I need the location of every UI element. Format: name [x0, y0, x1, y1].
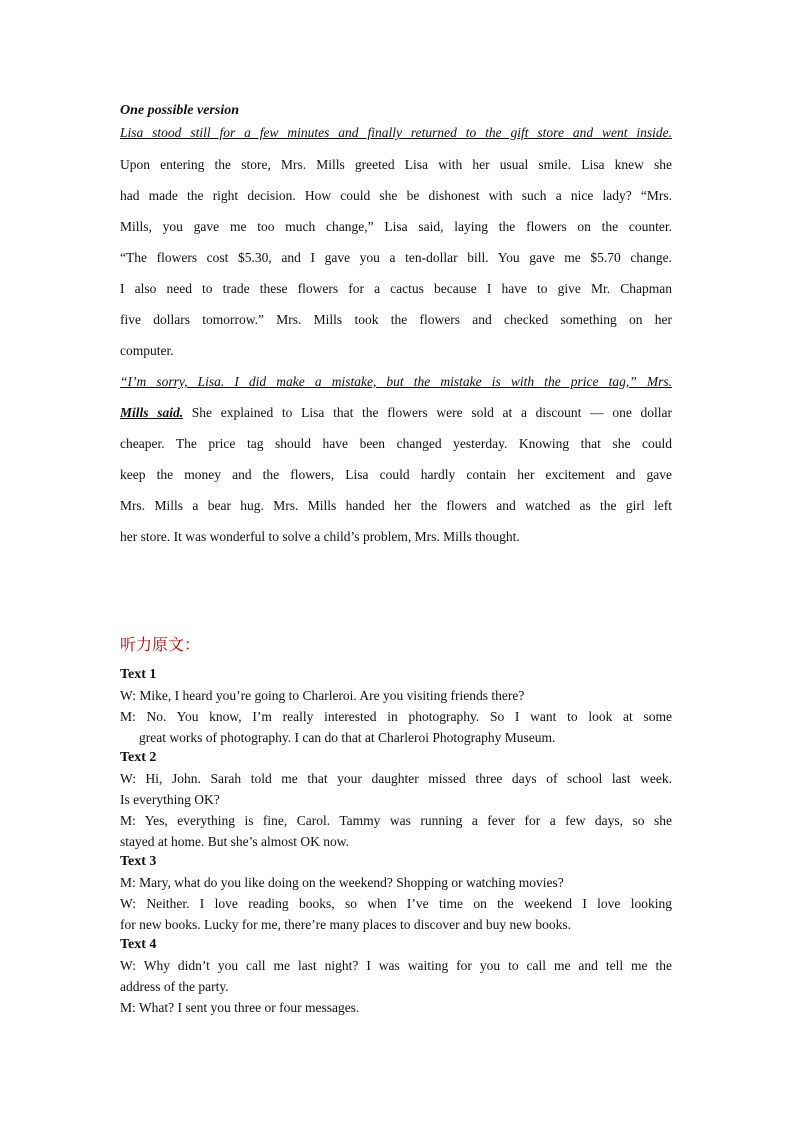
dialogue-block	[120, 872, 672, 935]
dialogue-block	[120, 768, 672, 852]
essay-line-text: She explained to Lisa that the flowers were sold at a discount — one dollar	[183, 405, 672, 420]
essay-line: Mrs. Mills a bear hug. Mrs. Mills handed her the flowers and watched as the girl left	[120, 498, 672, 513]
essay-paragraph-2-lead	[120, 366, 672, 397]
essay-paragraph-2-lead-2	[120, 397, 672, 428]
listening-title: 听力原文：	[120, 635, 201, 654]
dialogue-line: M: Mary, what do you like doing on the weekend? Shopping or watching movies?	[120, 875, 564, 890]
listening-transcripts	[120, 665, 672, 1018]
essay-line: her store. It was wonderful to solve a child’s problem, Mrs. Mills thought.	[120, 529, 520, 544]
dialogue-line: stayed at home. But she’s almost OK now.	[120, 834, 349, 849]
essay-first-line	[120, 122, 672, 144]
essay-line: keep the money and the flowers, Lisa could hardly contain her excitement and gave	[120, 467, 672, 482]
dialogue-line: for new books. Lucky for me, there’re many places to discover and buy new books.	[120, 917, 571, 932]
version-heading: One possible version	[120, 103, 239, 118]
essay-line: I also need to trade these flowers for a cactus because I have to give Mr. Chapman	[120, 281, 672, 296]
essay-prompt-line: Lisa stood still for a few minutes and finally returned to the gift store and went inside.	[120, 125, 672, 140]
essay-line: “The flowers cost $5.30, and I gave you a ten-dollar bill. You gave me $5.70 change.	[120, 250, 672, 265]
dialogue-line: M: No. You know, I’m really interested in photography. So I want to look at some	[120, 709, 672, 724]
dialogue-line: W: Mike, I heard you’re going to Charleroi. Are you visiting friends there?	[120, 688, 525, 703]
dialogue-line: W: Hi, John. Sarah told me that your daughter missed three days of school last week.	[120, 771, 672, 786]
dialogue-line: W: Neither. I love reading books, so when I’ve time on the weekend I love looking	[120, 896, 672, 911]
text-heading: Text 3	[120, 854, 157, 869]
text-heading: Text 2	[120, 750, 157, 765]
dialogue-block	[120, 955, 672, 1018]
essay-line: five dollars tomorrow.” Mrs. Mills took the flowers and checked something on her	[120, 312, 672, 327]
essay-line: computer.	[120, 343, 174, 358]
essay-paragraph-2	[120, 428, 672, 552]
text-heading: Text 1	[120, 667, 157, 682]
essay-prompt-line-2: “I’m sorry, Lisa. I did make a mistake, but the mistake is with the price tag,” Mrs.	[120, 374, 672, 389]
essay-line: cheaper. The price tag should have been changed yesterday. Knowing that she could	[120, 436, 672, 451]
essay-paragraph-1	[120, 149, 672, 366]
dialogue-line: M: What? I sent you three or four messages.	[120, 1000, 360, 1015]
dialogue-line: W: Why didn’t you call me last night? I was waiting for you to call me and tell me the	[120, 958, 672, 973]
dialogue-block	[120, 685, 672, 748]
document-page	[120, 100, 672, 1015]
dialogue-line: great works of photography. I can do that at Charleroi Photography Museum.	[139, 730, 556, 745]
dialogue-line: address of the party.	[120, 979, 229, 994]
essay-line: Upon entering the store, Mrs. Mills greeted Lisa with her usual smile. Lisa knew she	[120, 157, 672, 172]
essay-line: had made the right decision. How could she be dishonest with such a nice lady? “Mrs.	[120, 188, 672, 203]
text-heading: Text 4	[120, 937, 157, 952]
essay-prompt-line-2-end: Mills said.	[120, 405, 184, 420]
dialogue-line: M: Yes, everything is fine, Carol. Tammy was running a fever for a few days, so she	[120, 813, 672, 828]
dialogue-line: Is everything OK?	[120, 792, 220, 807]
essay-line: Mills, you gave me too much change,” Lisa said, laying the flowers on the counter.	[120, 219, 672, 234]
